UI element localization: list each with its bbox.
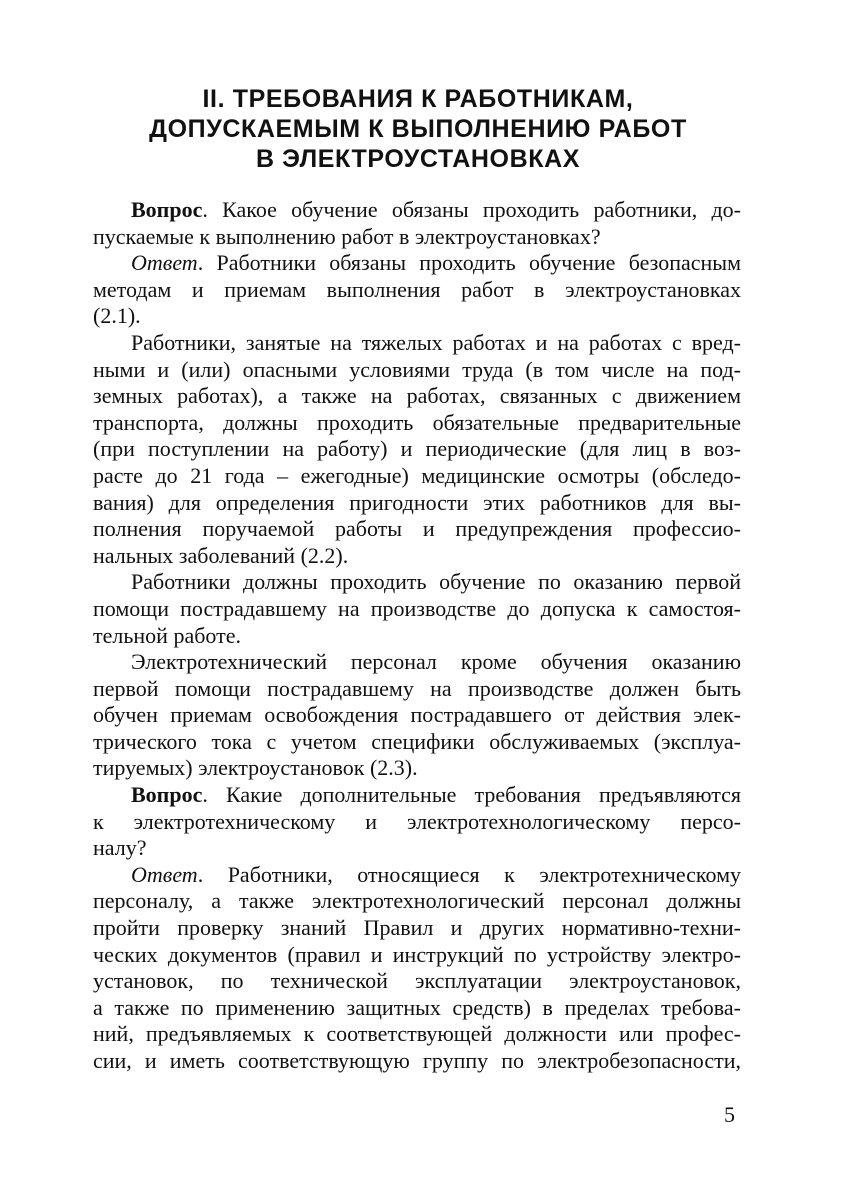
text-line-content: ческих документов (правил и инструкций по устройству электро- — [93, 941, 741, 967]
text-line-content: пройти проверку знаний Правил и других нормативно-техни- — [93, 915, 741, 941]
text-line — [93, 755, 741, 782]
paragraph — [93, 250, 741, 330]
text-line — [93, 463, 741, 490]
text-line-content: помощи пострадавшему на производстве до допуска к самостоя- — [93, 595, 741, 621]
text-line-content: к электротехническому и электротехнологическому персо- — [93, 808, 741, 834]
paragraph — [93, 649, 741, 782]
text-line — [93, 303, 741, 330]
text-line — [93, 809, 741, 836]
text-line-content: тируемых) электроустановок (2.3). — [93, 755, 418, 781]
text-line-content: Работники должны проходить обучение по оказанию первой — [131, 569, 741, 595]
text-line — [93, 277, 741, 304]
section-title-line: ДОПУСКАЕМЫМ К ВЫПОЛНЕНИЮ РАБОТ — [149, 115, 687, 143]
text-line-content: установок, по технической эксплуатации электроустановок, — [93, 968, 741, 994]
text-line-content: персоналу, а также электротехнологический персонал должны — [93, 888, 741, 914]
text-line-content: тельной работе. — [93, 622, 241, 648]
section-title-line: II. ТРЕБОВАНИЯ К РАБОТНИКАМ, — [202, 85, 634, 113]
text-line — [93, 623, 741, 650]
text-line — [93, 490, 741, 517]
text-line — [93, 835, 741, 862]
text-line — [93, 782, 741, 809]
text-line-content: . Работники обязаны проходить обучение безопасным — [197, 250, 741, 276]
paragraph — [93, 197, 741, 250]
text-line-content: налу? — [93, 835, 147, 861]
text-line-content: полнения поручаемой работы и предупреждения профессио- — [93, 516, 741, 542]
text-line-content: Электротехнический персонал кроме обучения оказанию — [131, 649, 741, 675]
text-line — [93, 543, 741, 570]
text-line — [93, 995, 741, 1022]
text-line-content: Работники, занятые на тяжелых работах и на работах с вред- — [131, 329, 741, 355]
text-line — [93, 702, 741, 729]
text-line — [93, 1021, 741, 1048]
text-line-content: обучен приемам освобождения пострадавшего от действия элек- — [93, 702, 741, 728]
paragraph — [93, 569, 741, 649]
question-label: Вопрос — [131, 782, 203, 808]
text-line-content: земных работах), а также на работах, связанных с движением — [93, 383, 741, 409]
text-line-content: (2.1). — [93, 303, 141, 329]
text-line-content: транспорта, должны проходить обязательные предварительные — [93, 409, 741, 435]
text-line — [93, 436, 741, 463]
paragraph — [93, 330, 741, 569]
text-line — [93, 729, 741, 756]
text-line-content: . Какие дополнительные требования предъявляются — [202, 782, 741, 808]
text-line — [93, 915, 741, 942]
text-line-content: ными и (или) опасными условиями труда (в том числе на под- — [93, 356, 741, 382]
text-line — [93, 862, 741, 889]
section-title-line: В ЭЛЕКТРОУСТАНОВКАХ — [255, 145, 581, 173]
text-line — [93, 1048, 741, 1075]
text-line — [93, 888, 741, 915]
text-line — [93, 569, 741, 596]
question-label: Вопрос — [131, 197, 203, 222]
text-line — [93, 250, 741, 277]
text-line — [93, 968, 741, 995]
page-number: 5 — [724, 1102, 735, 1127]
paragraph — [93, 862, 741, 1075]
answer-label: Ответ — [131, 861, 198, 887]
text-line — [93, 383, 741, 410]
text-line-content: вания) для определения пригодности этих работников для вы- — [93, 489, 741, 515]
text-line — [93, 357, 741, 384]
text-line-content: первой помощи пострадавшему на производстве должен быть — [93, 675, 741, 701]
answer-label: Ответ — [131, 250, 198, 276]
text-line-content: трического тока с учетом специфики обслуживаемых (эксплуа- — [93, 728, 741, 754]
text-line — [93, 330, 741, 357]
text-line-content: а также по применению защитных средств) в пределах требова- — [93, 994, 741, 1020]
paragraph — [93, 782, 741, 862]
text-line-content: пускаемые к выполнению работ в электроустановках? — [93, 223, 601, 249]
text-line — [93, 676, 741, 703]
text-line — [93, 410, 741, 437]
text-line-content: (при поступлении на работу) и периодические (для лиц в воз- — [93, 436, 741, 462]
text-line — [93, 942, 741, 969]
text-line — [93, 516, 741, 543]
text-line — [93, 596, 741, 623]
text-line — [93, 649, 741, 676]
text-line — [93, 197, 741, 224]
text-line-content: . Работники, относящиеся к электротехническому — [197, 861, 741, 887]
text-line-content: методам и приемам выполнения работ в электроустановках — [93, 276, 741, 302]
text-line — [93, 224, 741, 251]
body-text — [93, 197, 741, 1075]
text-line-content: расте до 21 года – ежегодные) медицинские осмотры (обследо- — [93, 462, 741, 488]
text-line-content: сии, и иметь соответствующую группу по электробезопасности, — [93, 1048, 741, 1073]
text-line-content: нальных заболеваний (2.2). — [93, 542, 349, 568]
section-title — [0, 84, 836, 174]
text-line-content: ний, предъявляемых к соответствующей должности или профес- — [93, 1021, 741, 1047]
text-line-content: . Какое обучение обязаны проходить работники, до- — [202, 197, 741, 222]
